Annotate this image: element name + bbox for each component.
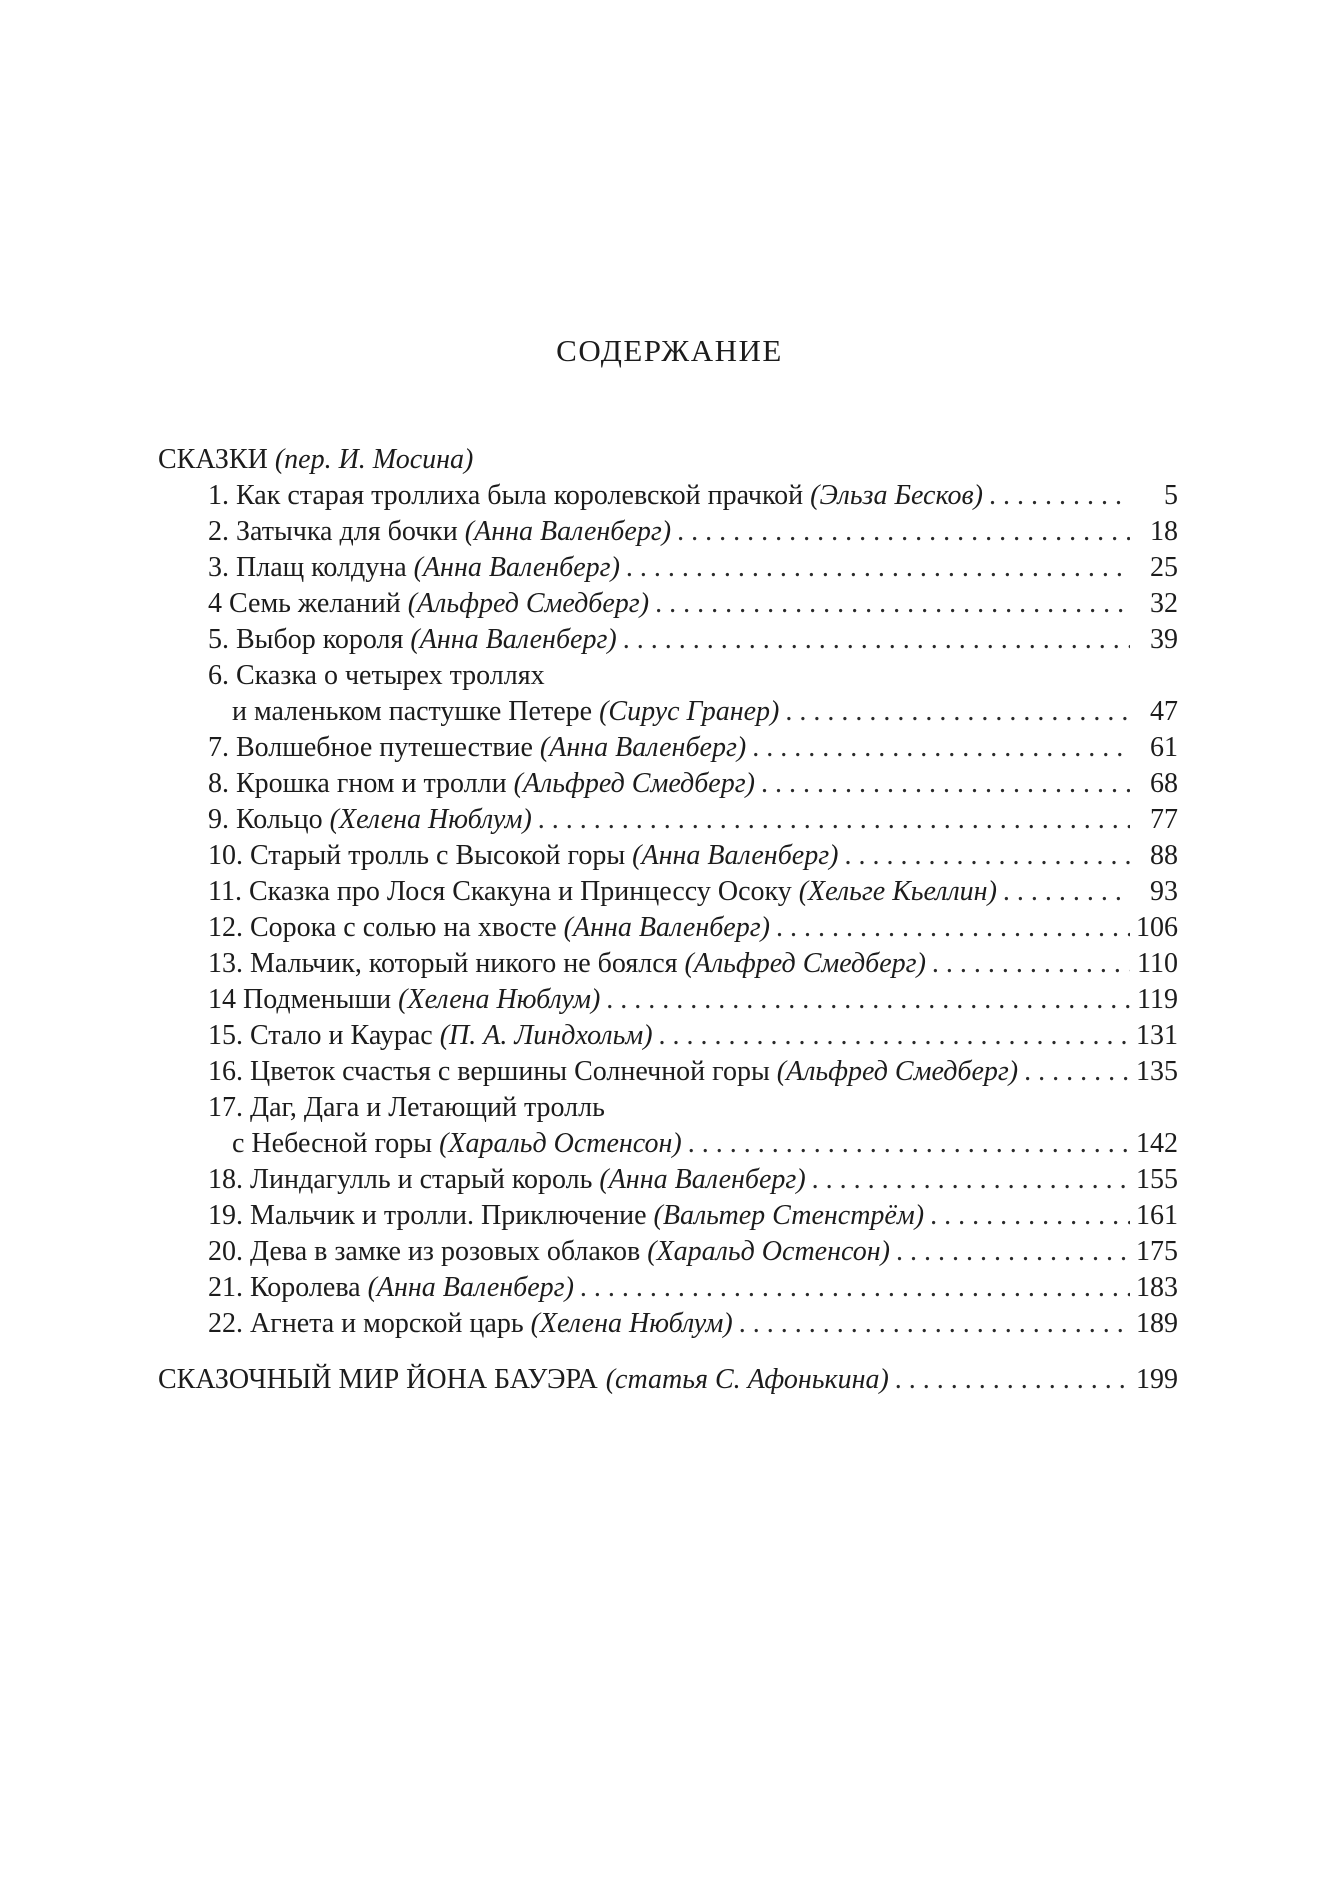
- entry-page-number: 77: [1150, 804, 1178, 835]
- toc-entry[interactable]: [158, 658, 1178, 730]
- article-title: СКАЗОЧНЫЙ МИР ЙОНА БАУЭРА: [158, 1364, 598, 1395]
- entry-line: [208, 766, 1178, 802]
- leader-dots: [785, 694, 1130, 730]
- entry-title: 14 Подменыши: [208, 984, 392, 1015]
- entry-line: [208, 1198, 1178, 1234]
- entry-page-number: 142: [1136, 1128, 1178, 1159]
- leader-dots: [930, 1198, 1130, 1234]
- entry-author: (Анна Валенберг): [632, 840, 839, 871]
- leader-dots: [538, 802, 1130, 838]
- entry-line: [208, 946, 1178, 982]
- entry-title: 20. Дева в замке из розовых облаков: [208, 1236, 641, 1267]
- entry-page-number: 18: [1150, 516, 1178, 547]
- leader-dots: [932, 946, 1130, 982]
- toc-entry[interactable]: [158, 550, 1178, 586]
- entry-page-number: 131: [1136, 1020, 1178, 1051]
- entry-line: [208, 1054, 1178, 1090]
- entry-page-number: 135: [1136, 1056, 1178, 1087]
- entry-line: [208, 1162, 1178, 1198]
- leader-dots: [626, 550, 1130, 586]
- toc-entry[interactable]: [158, 1306, 1178, 1342]
- entry-title: 18. Линдагулль и старый король: [208, 1164, 593, 1195]
- leader-dots: [580, 1270, 1130, 1306]
- entry-author: (Анна Валенберг): [413, 552, 620, 583]
- entry-page-number: 189: [1136, 1308, 1178, 1339]
- entry-author: (Анна Валенберг): [464, 516, 672, 547]
- leader-dots: [761, 766, 1130, 802]
- spacer: [158, 1342, 1178, 1362]
- toc-entry[interactable]: [158, 802, 1178, 838]
- entry-author: (Альфред Смедберг): [776, 1056, 1019, 1087]
- entry-author: (Альфред Смедберг): [684, 948, 926, 979]
- entry-page-number: 155: [1136, 1164, 1178, 1195]
- entry-page-number: 32: [1150, 588, 1178, 619]
- section-translator: (пер. И. Мосина): [274, 444, 474, 475]
- entry-page-number: 110: [1137, 948, 1178, 979]
- toc-entry[interactable]: [158, 1162, 1178, 1198]
- table-of-contents: [158, 442, 1178, 1398]
- entry-page-number: 47: [1150, 696, 1178, 727]
- toc-entry[interactable]: [158, 1234, 1178, 1270]
- entry-line: [208, 478, 1178, 514]
- toc-entry[interactable]: [158, 1018, 1178, 1054]
- leader-dots: [606, 982, 1130, 1018]
- entry-title: 10. Старый тролль с Высокой горы: [208, 840, 626, 871]
- entry-author: (Хелена Нюблум): [530, 1308, 733, 1339]
- entry-author: (Хелена Нюблум): [329, 804, 532, 835]
- entry-title: 12. Сорока с солью на хвосте: [208, 912, 557, 943]
- section-heading: [158, 442, 1178, 478]
- entry-author: (Харальд Остенсон): [647, 1236, 890, 1267]
- entry-title: 7. Волшебное путешествие: [208, 732, 533, 763]
- entry-page-number: 106: [1136, 912, 1178, 943]
- entry-line: [208, 838, 1178, 874]
- entry-title: 22. Агнета и морской царь: [208, 1308, 524, 1339]
- entry-title-line1: 6. Сказка о четырех троллях: [208, 660, 545, 691]
- entry-title: 11. Сказка про Лося Скакуна и Принцессу Осоку: [208, 876, 792, 907]
- toc-entry[interactable]: [158, 514, 1178, 550]
- entry-page-number: 5: [1164, 480, 1178, 511]
- entry-title: 2. Затычка для бочки: [208, 516, 458, 547]
- entry-line: [208, 730, 1178, 766]
- entry-title: 13. Мальчик, который никого не боялся: [208, 948, 678, 979]
- entry-author: (Анна Валенберг): [367, 1272, 574, 1303]
- entry-title-line1: 17. Даг, Дага и Летающий тролль: [208, 1092, 605, 1123]
- entry-title: 15. Стало и Каурас: [208, 1020, 433, 1051]
- toc-entry[interactable]: [158, 946, 1178, 982]
- entry-title: с Небесной горы: [232, 1128, 433, 1159]
- toc-entry[interactable]: [158, 478, 1178, 514]
- entry-line: [208, 622, 1178, 658]
- entry-author: (Альфред Смедберг): [407, 588, 650, 619]
- entry-author: (Эльза Бесков): [810, 480, 983, 511]
- toc-entries: [158, 478, 1178, 1342]
- toc-entry[interactable]: [158, 622, 1178, 658]
- leader-dots: [677, 514, 1130, 550]
- entry-line: [208, 1018, 1178, 1054]
- entry-title: 9. Кольцо: [208, 804, 323, 835]
- entry-author: (Анна Валенберг): [410, 624, 617, 655]
- entry-title: 19. Мальчик и тролли. Приключение: [208, 1200, 647, 1231]
- entry-author: (Анна Валенберг): [563, 912, 770, 943]
- entry-page-number: 39: [1150, 624, 1178, 655]
- entry-author: (Альфред Смедберг): [513, 768, 755, 799]
- toc-entry[interactable]: [158, 1270, 1178, 1306]
- leader-dots: [752, 730, 1130, 766]
- entry-line: [208, 910, 1178, 946]
- entry-title: 5. Выбор короля: [208, 624, 404, 655]
- toc-entry[interactable]: [158, 874, 1178, 910]
- leader-dots: [989, 478, 1130, 514]
- entry-page-number: 61: [1150, 732, 1178, 763]
- entry-page-number: 119: [1137, 984, 1178, 1015]
- entry-title: 8. Крошка гном и тролли: [208, 768, 507, 799]
- leader-dots: [895, 1362, 1130, 1398]
- leader-dots: [896, 1234, 1130, 1270]
- toc-entry[interactable]: [158, 766, 1178, 802]
- entry-line: [208, 1126, 1178, 1162]
- entry-title: 4 Семь желаний: [208, 588, 401, 619]
- page-title: СОДЕРЖАНИЕ: [556, 333, 783, 368]
- leader-dots: [812, 1162, 1130, 1198]
- toc-entry[interactable]: [158, 586, 1178, 622]
- toc-article-entry[interactable]: [158, 1362, 1178, 1398]
- leader-dots: [776, 910, 1130, 946]
- entry-line: [208, 514, 1178, 550]
- entry-title: 1. Как старая троллиха была королевской прачкой: [208, 480, 804, 511]
- leader-dots: [659, 1018, 1130, 1054]
- entry-line: [208, 802, 1178, 838]
- toc-entry[interactable]: [158, 982, 1178, 1018]
- article-page-number: 199: [1136, 1364, 1178, 1395]
- entry-page-number: 68: [1150, 768, 1178, 799]
- entry-line: [208, 874, 1178, 910]
- entry-line: [208, 694, 1178, 730]
- entry-title: и маленьком пастушке Петере: [232, 696, 593, 727]
- entry-line: [208, 550, 1178, 586]
- entry-page-number: 93: [1150, 876, 1178, 907]
- leader-dots: [655, 586, 1130, 622]
- entry-author: (П. А. Линдхольм): [439, 1020, 653, 1051]
- entry-line: [208, 586, 1178, 622]
- entry-author: (Хелена Нюблум): [398, 984, 601, 1015]
- entry-author: (Сирус Гранер): [599, 696, 780, 727]
- entry-page-number: 175: [1136, 1236, 1178, 1267]
- toc-entry[interactable]: [158, 1054, 1178, 1090]
- entry-title: 16. Цветок счастья с вершины Солнечной горы: [208, 1056, 770, 1087]
- entry-author: (Анна Валенберг): [539, 732, 747, 763]
- leader-dots: [623, 622, 1130, 658]
- entry-title: 21. Королева: [208, 1272, 361, 1303]
- toc-entry[interactable]: [158, 838, 1178, 874]
- entry-author: (Анна Валенберг): [599, 1164, 806, 1195]
- toc-entry[interactable]: [158, 910, 1178, 946]
- entry-page-number: 183: [1136, 1272, 1178, 1303]
- leader-dots: [844, 838, 1130, 874]
- entry-author: (Вальтер Стенстрём): [653, 1200, 925, 1231]
- leader-dots: [1003, 874, 1130, 910]
- entry-line: [208, 982, 1178, 1018]
- entry-line: [208, 1306, 1178, 1342]
- entry-author: (Харальд Остенсон): [439, 1128, 682, 1159]
- toc-entry[interactable]: [158, 1090, 1178, 1162]
- toc-entry[interactable]: [158, 730, 1178, 766]
- toc-entry[interactable]: [158, 1198, 1178, 1234]
- entry-line: [208, 1234, 1178, 1270]
- entry-line: [208, 1270, 1178, 1306]
- leader-dots: [739, 1306, 1130, 1342]
- entry-page-number: 25: [1150, 552, 1178, 583]
- article-author: (статья С. Афонькина): [605, 1364, 889, 1395]
- entry-author: (Хельге Кьеллин): [798, 876, 997, 907]
- entry-page-number: 161: [1136, 1200, 1178, 1231]
- section-label: СКАЗКИ: [158, 444, 268, 475]
- entry-page-number: 88: [1150, 840, 1178, 871]
- leader-dots: [1024, 1054, 1130, 1090]
- entry-title: 3. Плащ колдуна: [208, 552, 407, 583]
- leader-dots: [688, 1126, 1130, 1162]
